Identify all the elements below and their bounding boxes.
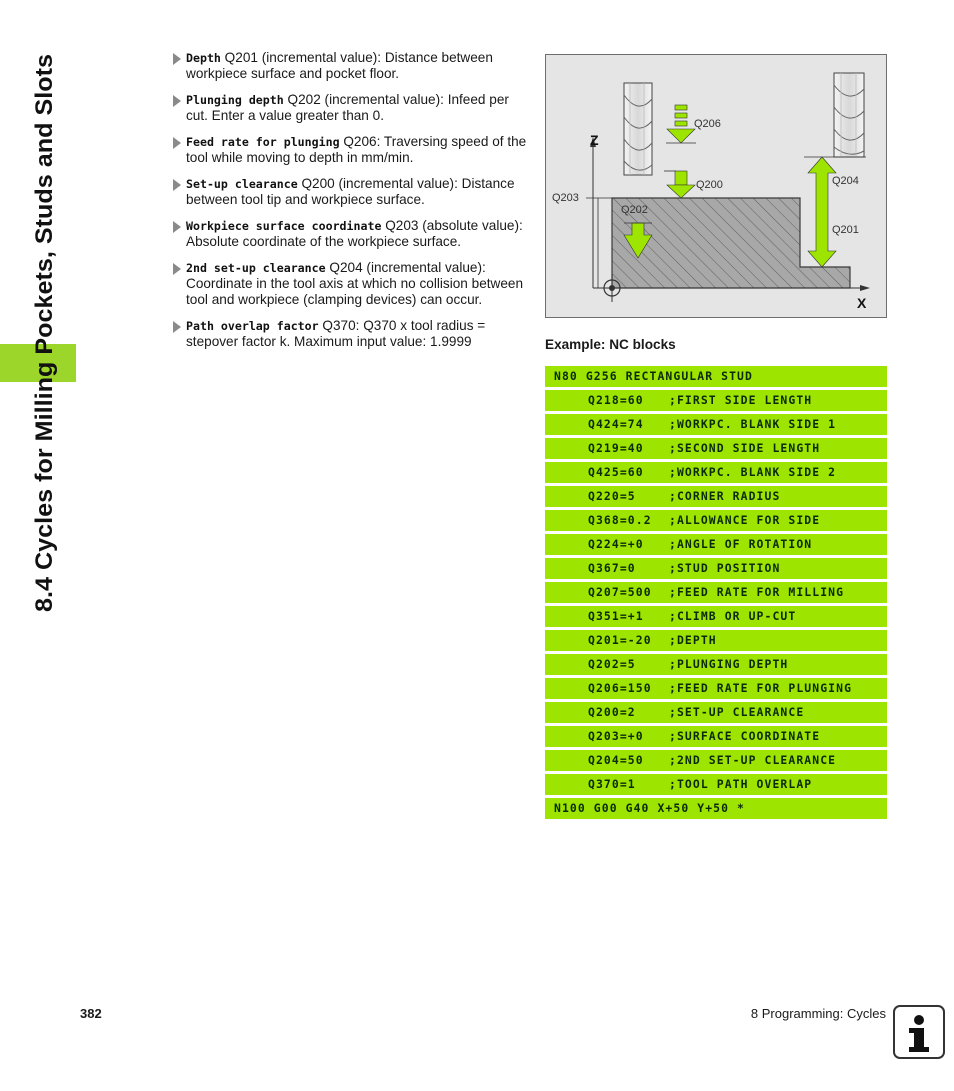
- label-q203: Q203: [552, 192, 579, 204]
- nc-row: Q219=40 ;SECOND SIDE LENGTH: [545, 438, 887, 459]
- bullet-triangle-icon: [173, 53, 181, 65]
- bullet-triangle-icon: [173, 137, 181, 149]
- label-q200: Q200: [696, 179, 723, 191]
- z-axis-label: Z: [590, 132, 599, 148]
- label-q204: Q204: [832, 175, 859, 187]
- bullet-triangle-icon: [173, 95, 181, 107]
- nc-row: Q206=150 ;FEED RATE FOR PLUNGING: [545, 678, 887, 699]
- q206-feed-arrow-icon: [667, 105, 695, 143]
- label-q201: Q201: [832, 224, 859, 236]
- chapter-footer: 8 Programming: Cycles: [750, 1006, 886, 1021]
- param-item: Plunging depth Q202 (incremental value): Infeed per cut. Enter a value greater than 0.: [172, 92, 532, 124]
- nc-row: N80 G256 RECTANGULAR STUD: [545, 366, 887, 387]
- nc-row: Q424=74 ;WORKPC. BLANK SIDE 1: [545, 414, 887, 435]
- x-axis-label: X: [857, 295, 867, 311]
- nc-row: Q207=500 ;FEED RATE FOR MILLING: [545, 582, 887, 603]
- nc-row: Q367=0 ;STUD POSITION: [545, 558, 887, 579]
- param-item: 2nd set-up clearance Q204 (incremental value): Coordinate in the tool axis at which no collision between tool and workpiece (clamping devices) can occur.: [172, 260, 532, 308]
- page-number: 382: [80, 1006, 102, 1021]
- nc-row: Q200=2 ;SET-UP CLEARANCE: [545, 702, 887, 723]
- info-icon: [893, 1005, 945, 1059]
- bullet-triangle-icon: [173, 263, 181, 275]
- label-q206: Q206: [694, 118, 721, 130]
- nc-row: Q351=+1 ;CLIMB OR UP-CUT: [545, 606, 887, 627]
- nc-row: Q368=0.2 ;ALLOWANCE FOR SIDE: [545, 510, 887, 531]
- section-title-vertical: [10, 52, 70, 612]
- q204-q201-dimension-arrow-icon: [808, 157, 836, 267]
- nc-row: Q202=5 ;PLUNGING DEPTH: [545, 654, 887, 675]
- parameter-list: [172, 50, 532, 360]
- example-heading: Example: NC blocks: [545, 337, 676, 352]
- section-title: 8.4 Cycles for Milling Pockets, Studs and Slots: [31, 68, 58, 612]
- bullet-triangle-icon: [173, 179, 181, 191]
- nc-row: Q224=+0 ;ANGLE OF ROTATION: [545, 534, 887, 555]
- nc-row: Q201=-20 ;DEPTH: [545, 630, 887, 651]
- q200-arrow-icon: [667, 171, 695, 198]
- milling-tool-right: [834, 73, 864, 157]
- milling-tool-left: [624, 83, 652, 175]
- nc-row: N100 G00 G40 X+50 Y+50 *: [545, 798, 887, 819]
- nc-row: Q204=50 ;2ND SET-UP CLEARANCE: [545, 750, 887, 771]
- nc-row: Q218=60 ;FIRST SIDE LENGTH: [545, 390, 887, 411]
- x-axis-arrow-icon: [860, 285, 870, 291]
- param-item: Workpiece surface coordinate Q203 (absolute value): Absolute coordinate of the workpiece surface.: [172, 218, 532, 250]
- param-item: Depth Q201 (incremental value): Distance between workpiece surface and pocket floor.: [172, 50, 532, 82]
- param-item: Set-up clearance Q200 (incremental value): Distance between tool tip and workpiece surface.: [172, 176, 532, 208]
- nc-row: Q370=1 ;TOOL PATH OVERLAP: [545, 774, 887, 795]
- nc-block-table: [545, 366, 887, 822]
- nc-row: Q220=5 ;CORNER RADIUS: [545, 486, 887, 507]
- param-item: Path overlap factor Q370: Q370 x tool radius = stepover factor k. Maximum input value: 1.9999: [172, 318, 532, 350]
- nc-row: Q425=60 ;WORKPC. BLANK SIDE 2: [545, 462, 887, 483]
- bullet-triangle-icon: [173, 221, 181, 233]
- bullet-triangle-icon: [173, 321, 181, 333]
- param-item: Feed rate for plunging Q206: Traversing speed of the tool while moving to depth in mm/min.: [172, 134, 532, 166]
- stud-milling-diagram: [545, 54, 887, 318]
- label-q202: Q202: [621, 204, 648, 216]
- nc-row: Q203=+0 ;SURFACE COORDINATE: [545, 726, 887, 747]
